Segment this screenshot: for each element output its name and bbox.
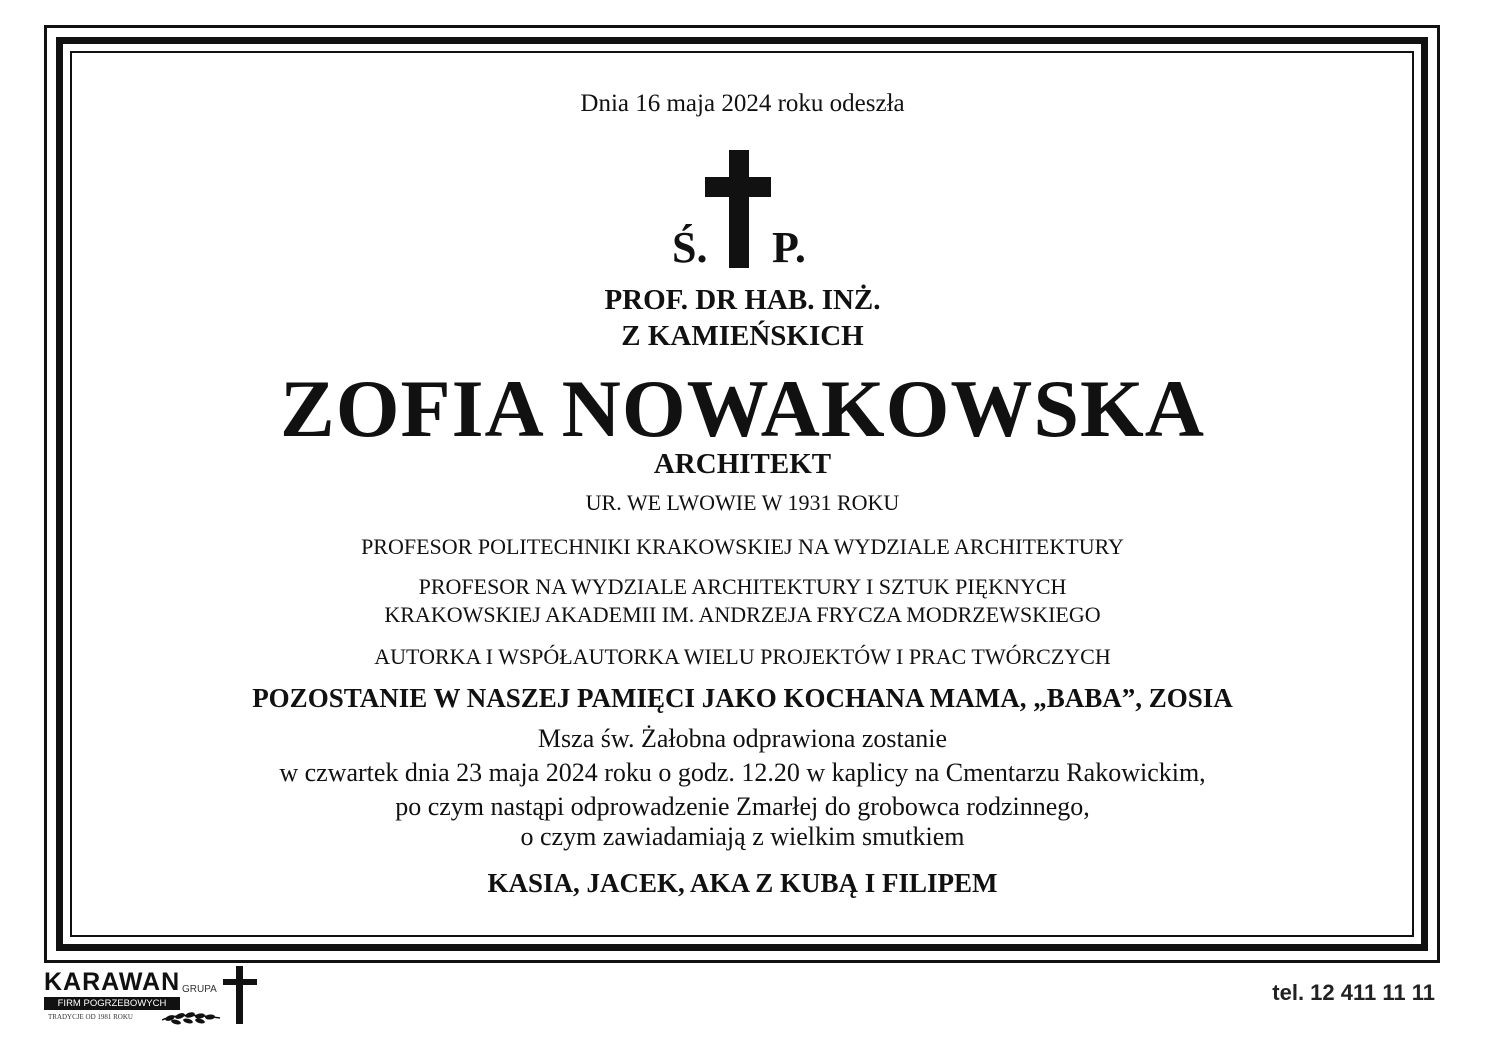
signers: KASIA, JACEK, AKA Z KUBĄ I FILIPEM (487, 868, 998, 898)
intro-text: Dnia 16 maja 2024 roku odeszła (580, 90, 905, 117)
logo-name: KARAWAN (44, 968, 181, 996)
birth-info: UR. WE LWOWIE W 1931 ROKU (585, 490, 900, 515)
academic-title: PROF. DR HAB. INŻ. (604, 284, 881, 316)
career-line-4: AUTORKA I WSPÓŁAUTORKA WIELU PROJEKTÓW I PRAC TWÓRCZYCH (374, 644, 1111, 669)
logo-tagline: TRADYCJE OD 1981 ROKU (48, 1013, 133, 1021)
career-line-3: KRAKOWSKIEJ AKADEMII IM. ANDRZEJA FRYCZA MODRZEWSKIEGO (384, 602, 1101, 627)
karawan-logo (40, 966, 260, 1028)
phone-number: tel. 12 411 11 11 (1272, 980, 1435, 1005)
deceased-name: ZOFIA NOWAKOWSKA (280, 363, 1205, 454)
logo-grupa: GRUPA (182, 984, 217, 995)
career-line-1: PROFESOR POLITECHNIKI KRAKOWSKIEJ NA WYDZIALE ARCHITEKTURY (361, 534, 1124, 559)
mass-line-4: o czym zawiadamiają z wielkim smutkiem (520, 822, 965, 851)
memory-line: POZOSTANIE W NASZEJ PAMIĘCI JAKO KOCHANA MAMA, „BABA”, ZOSIA (252, 683, 1233, 713)
latin-cross-icon (705, 150, 771, 268)
mass-line-3: po czym nastąpi odprowadzenie Zmarłej do grobowca rodzinnego, (395, 792, 1090, 821)
mass-line-1: Msza św. Żałobna odprawiona zostanie (537, 724, 948, 753)
sp-left: Ś. (672, 223, 708, 272)
mass-line-2: w czwartek dnia 23 maja 2024 roku o godz. 12.20 w kaplicy na Cmentarzu Rakowickim, (279, 758, 1206, 787)
profession: ARCHITEKT (653, 448, 832, 480)
logo-band: FIRM POGRZEBOWYCH (44, 997, 180, 1010)
maiden-name: Z KAMIEŃSKICH (621, 320, 864, 352)
sp-right: P. (772, 223, 806, 272)
career-line-2: PROFESOR NA WYDZIALE ARCHITEKTURY I SZTUK PIĘKNYCH (418, 574, 1067, 599)
laurel-leaves-icon (160, 1006, 230, 1026)
